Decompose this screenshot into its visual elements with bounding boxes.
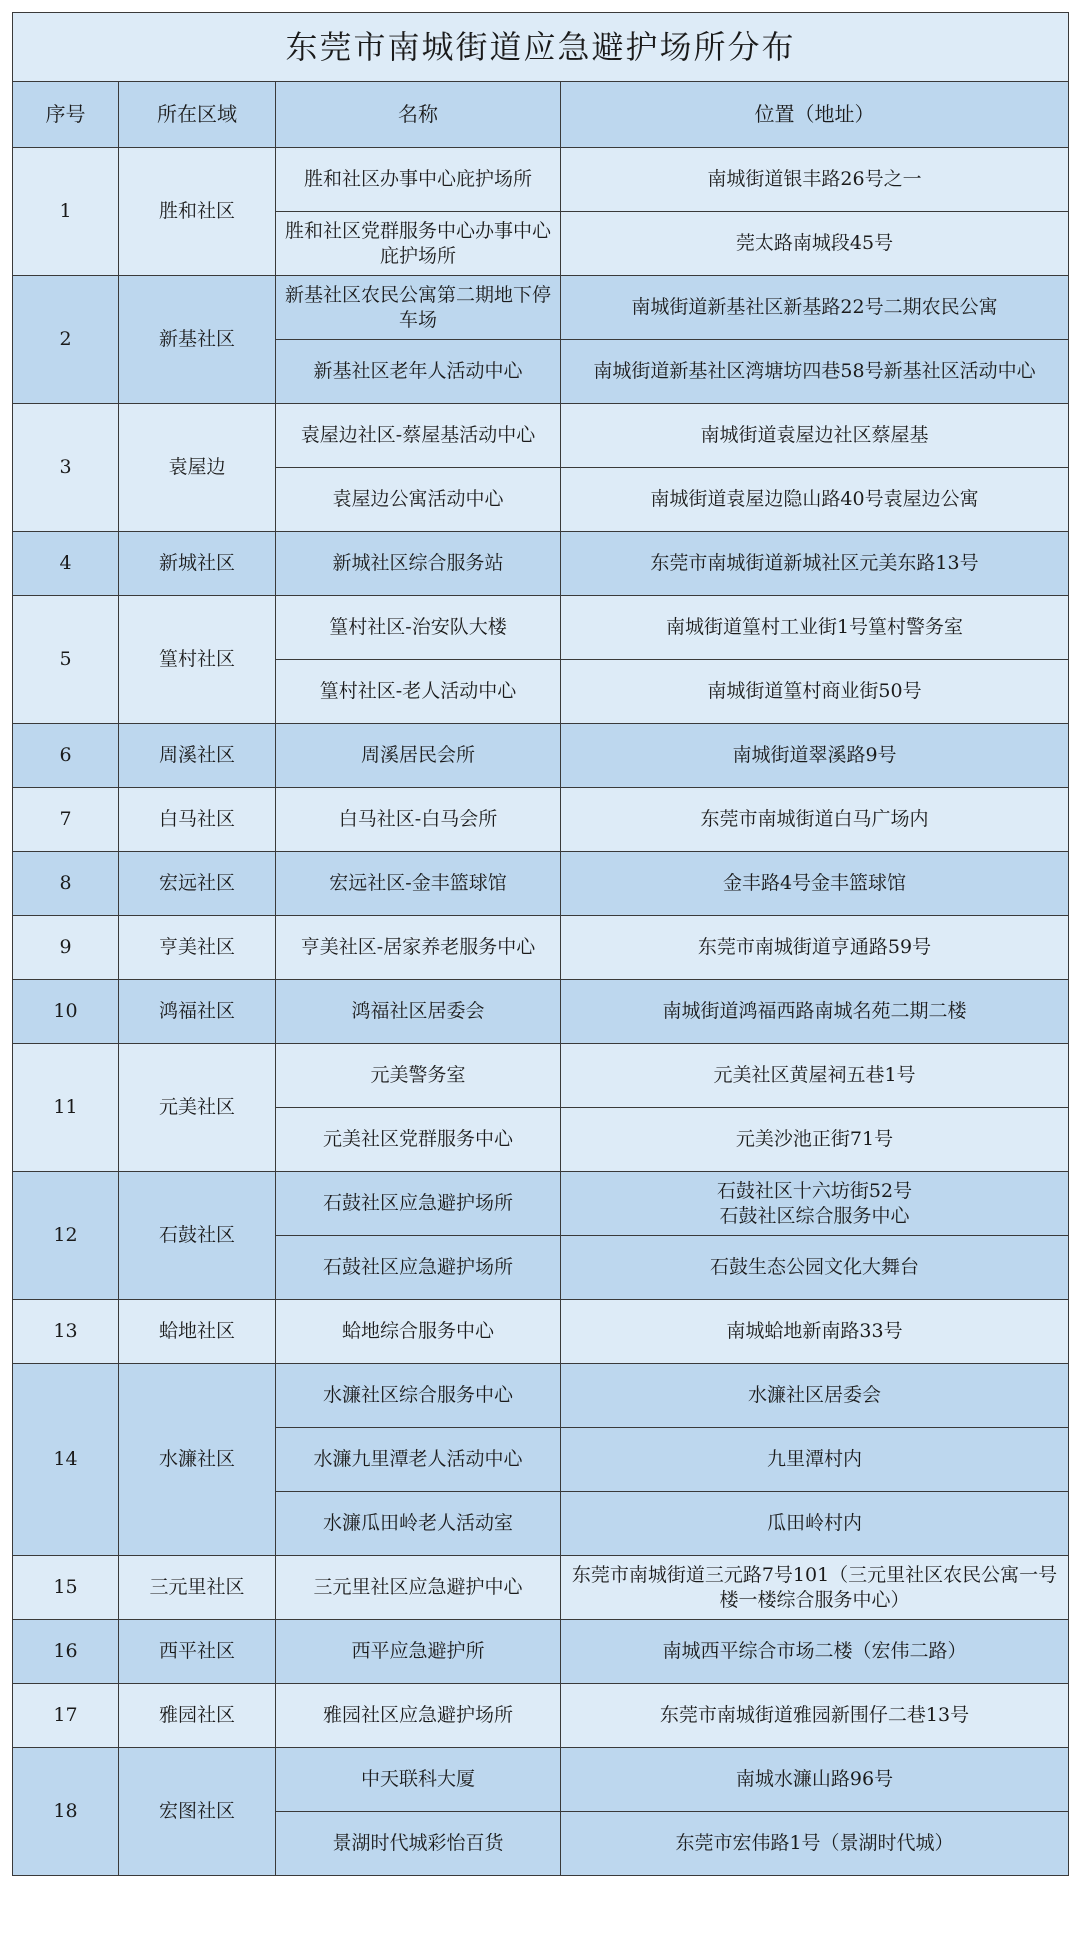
row-number: 7: [13, 788, 119, 852]
site-name-cell: 亨美社区-居家养老服务中心: [276, 916, 561, 980]
site-name-cell: 袁屋边社区-蔡屋基活动中心: [276, 404, 561, 468]
row-number: 3: [13, 404, 119, 532]
table-row: [13, 1044, 1069, 1108]
area-cell: 胜和社区: [119, 148, 276, 276]
area-cell: 西平社区: [119, 1620, 276, 1684]
site-name-cell: 鸿福社区居委会: [276, 980, 561, 1044]
table-title: 东莞市南城街道应急避护场所分布: [13, 13, 1069, 82]
row-number: 6: [13, 724, 119, 788]
row-number: 2: [13, 276, 119, 404]
row-number: 5: [13, 596, 119, 724]
address-cell: 南城西平综合市场二楼（宏伟二路）: [561, 1620, 1069, 1684]
site-name-cell: 白马社区-白马会所: [276, 788, 561, 852]
table-row: [13, 1364, 1069, 1428]
row-number: 16: [13, 1620, 119, 1684]
area-cell: 宏远社区: [119, 852, 276, 916]
site-name-cell: 西平应急避护所: [276, 1620, 561, 1684]
address-cell: 东莞市南城街道新城社区元美东路13号: [561, 532, 1069, 596]
table-row: [13, 148, 1069, 212]
address-cell: 南城街道篁村工业街1号篁村警务室: [561, 596, 1069, 660]
site-name-cell: 水濂九里潭老人活动中心: [276, 1428, 561, 1492]
address-cell: 石鼓社区十六坊街52号 石鼓社区综合服务中心: [561, 1172, 1069, 1236]
site-name-cell: 新基社区老年人活动中心: [276, 340, 561, 404]
header-name: 名称: [276, 82, 561, 148]
table-row: [13, 276, 1069, 340]
table-container: [12, 12, 1068, 1876]
site-name-cell: 胜和社区党群服务中心办事中心庇护场所: [276, 212, 561, 276]
area-cell: 新基社区: [119, 276, 276, 404]
address-cell: 南城街道新基社区湾塘坊四巷58号新基社区活动中心: [561, 340, 1069, 404]
address-cell: 南城街道袁屋边隐山路40号袁屋边公寓: [561, 468, 1069, 532]
site-name-cell: 袁屋边公寓活动中心: [276, 468, 561, 532]
address-cell: 南城街道新基社区新基路22号二期农民公寓: [561, 276, 1069, 340]
address-cell: 南城水濂山路96号: [561, 1748, 1069, 1812]
table-row: [13, 852, 1069, 916]
area-cell: 蛤地社区: [119, 1300, 276, 1364]
table-row: [13, 1748, 1069, 1812]
table-row: [13, 788, 1069, 852]
shelter-table: [12, 12, 1069, 1876]
address-cell: 南城蛤地新南路33号: [561, 1300, 1069, 1364]
area-cell: 鸿福社区: [119, 980, 276, 1044]
table-row: [13, 1172, 1069, 1236]
area-cell: 元美社区: [119, 1044, 276, 1172]
row-number: 4: [13, 532, 119, 596]
address-cell: 金丰路4号金丰篮球馆: [561, 852, 1069, 916]
site-name-cell: 雅园社区应急避护场所: [276, 1684, 561, 1748]
table-row: [13, 532, 1069, 596]
site-name-cell: 宏远社区-金丰篮球馆: [276, 852, 561, 916]
site-name-cell: 中天联科大厦: [276, 1748, 561, 1812]
row-number: 1: [13, 148, 119, 276]
address-cell: 南城街道翠溪路9号: [561, 724, 1069, 788]
table-row: [13, 980, 1069, 1044]
table-row: [13, 1300, 1069, 1364]
address-cell: 东莞市南城街道白马广场内: [561, 788, 1069, 852]
address-cell: 石鼓生态公园文化大舞台: [561, 1236, 1069, 1300]
address-cell: 南城街道篁村商业街50号: [561, 660, 1069, 724]
address-cell: 元美沙池正街71号: [561, 1108, 1069, 1172]
row-number: 13: [13, 1300, 119, 1364]
area-cell: 新城社区: [119, 532, 276, 596]
area-cell: 宏图社区: [119, 1748, 276, 1876]
address-cell: 九里潭村内: [561, 1428, 1069, 1492]
area-cell: 篁村社区: [119, 596, 276, 724]
area-cell: 石鼓社区: [119, 1172, 276, 1300]
area-cell: 亨美社区: [119, 916, 276, 980]
header-row: [13, 82, 1069, 148]
table-body: [13, 148, 1069, 1876]
area-cell: 雅园社区: [119, 1684, 276, 1748]
site-name-cell: 周溪居民会所: [276, 724, 561, 788]
site-name-cell: 水濂瓜田岭老人活动室: [276, 1492, 561, 1556]
row-number: 17: [13, 1684, 119, 1748]
address-cell: 东莞市南城街道亨通路59号: [561, 916, 1069, 980]
table-row: [13, 1556, 1069, 1620]
site-name-cell: 新城社区综合服务站: [276, 532, 561, 596]
area-cell: 周溪社区: [119, 724, 276, 788]
site-name-cell: 新基社区农民公寓第二期地下停车场: [276, 276, 561, 340]
row-number: 12: [13, 1172, 119, 1300]
address-cell: 南城街道鸿福西路南城名苑二期二楼: [561, 980, 1069, 1044]
area-cell: 白马社区: [119, 788, 276, 852]
address-cell: 东莞市宏伟路1号（景湖时代城）: [561, 1812, 1069, 1876]
address-cell: 瓜田岭村内: [561, 1492, 1069, 1556]
site-name-cell: 元美社区党群服务中心: [276, 1108, 561, 1172]
header-address: 位置（地址）: [561, 82, 1069, 148]
address-cell: 南城街道袁屋边社区蔡屋基: [561, 404, 1069, 468]
row-number: 8: [13, 852, 119, 916]
row-number: 10: [13, 980, 119, 1044]
site-name-cell: 石鼓社区应急避护场所: [276, 1172, 561, 1236]
row-number: 11: [13, 1044, 119, 1172]
site-name-cell: 蛤地综合服务中心: [276, 1300, 561, 1364]
address-cell: 水濂社区居委会: [561, 1364, 1069, 1428]
table-row: [13, 404, 1069, 468]
site-name-cell: 水濂社区综合服务中心: [276, 1364, 561, 1428]
site-name-cell: 元美警务室: [276, 1044, 561, 1108]
address-cell: 元美社区黄屋祠五巷1号: [561, 1044, 1069, 1108]
site-name-cell: 篁村社区-治安队大楼: [276, 596, 561, 660]
area-cell: 袁屋边: [119, 404, 276, 532]
header-area: 所在区域: [119, 82, 276, 148]
row-number: 14: [13, 1364, 119, 1556]
table-row: [13, 1620, 1069, 1684]
site-name-cell: 三元里社区应急避护中心: [276, 1556, 561, 1620]
address-cell: 东莞市南城街道三元路7号101（三元里社区农民公寓一号楼一楼综合服务中心）: [561, 1556, 1069, 1620]
row-number: 15: [13, 1556, 119, 1620]
table-row: [13, 1684, 1069, 1748]
table-row: [13, 724, 1069, 788]
row-number: 18: [13, 1748, 119, 1876]
table-row: [13, 916, 1069, 980]
address-cell: 莞太路南城段45号: [561, 212, 1069, 276]
area-cell: 水濂社区: [119, 1364, 276, 1556]
site-name-cell: 胜和社区办事中心庇护场所: [276, 148, 561, 212]
site-name-cell: 景湖时代城彩怡百货: [276, 1812, 561, 1876]
site-name-cell: 篁村社区-老人活动中心: [276, 660, 561, 724]
table-row: [13, 596, 1069, 660]
site-name-cell: 石鼓社区应急避护场所: [276, 1236, 561, 1300]
area-cell: 三元里社区: [119, 1556, 276, 1620]
header-no: 序号: [13, 82, 119, 148]
address-cell: 东莞市南城街道雅园新围仔二巷13号: [561, 1684, 1069, 1748]
row-number: 9: [13, 916, 119, 980]
address-cell: 南城街道银丰路26号之一: [561, 148, 1069, 212]
